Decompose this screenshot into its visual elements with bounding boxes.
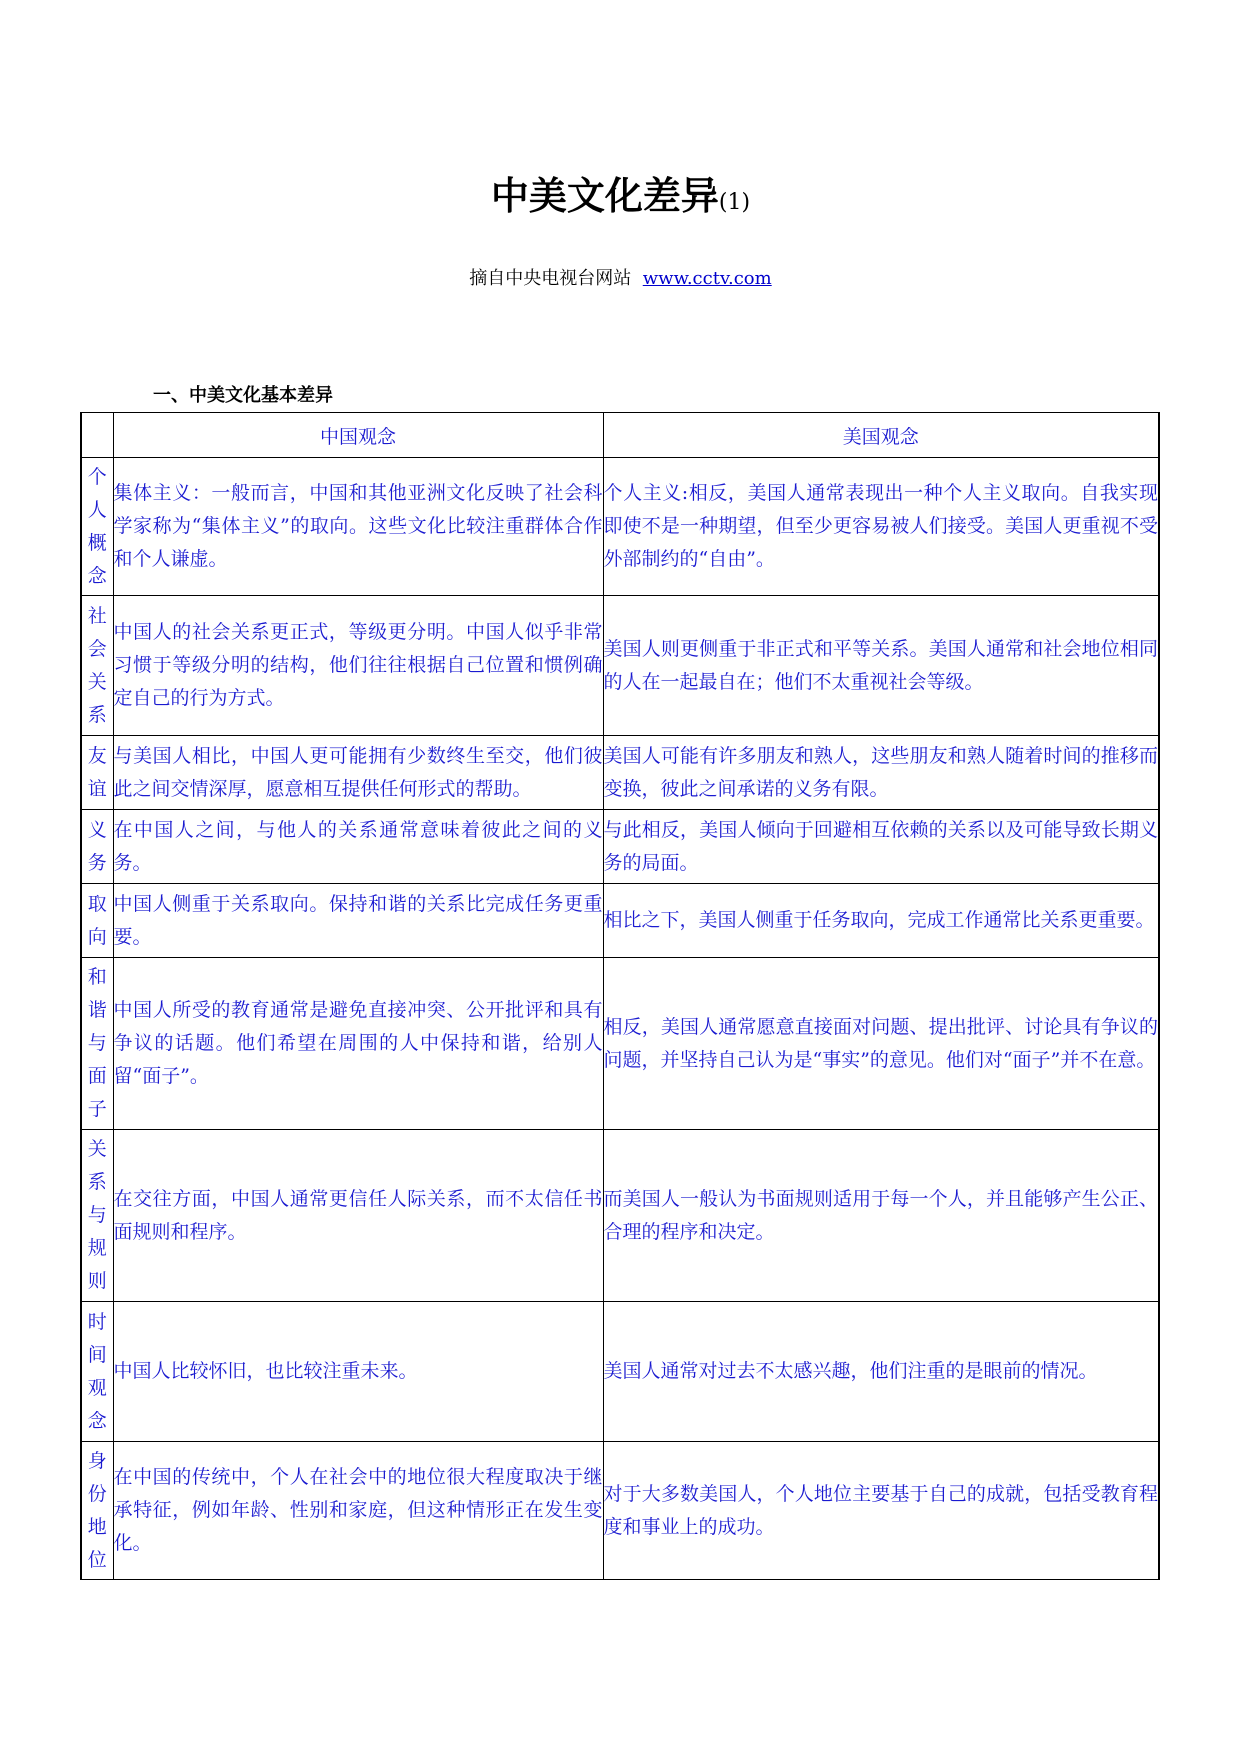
- row-label-char: 系: [87, 1171, 107, 1193]
- row-label: [81, 736, 113, 810]
- china-cell: 在中国人之间，与他人的关系通常意味着彼此之间的义务。: [113, 810, 603, 884]
- row-label-char: 个: [87, 465, 107, 488]
- china-cell: 中国人所受的教育通常是避免直接冲突、公开批评和具有争议的话题。他们希望在周围的人中保持和谐，给别人留“面子”。: [113, 958, 603, 1130]
- section-heading: 一、中美文化基本差异: [153, 385, 333, 406]
- usa-cell: 美国人则更侧重于非正式和平等关系。美国人通常和社会地位相同的人在一起最自在；他们不太重视社会等级。: [603, 596, 1159, 736]
- row-label-char: 友: [87, 744, 107, 767]
- header-usa: 美国观念: [603, 413, 1159, 458]
- row-label-char: 社: [87, 604, 107, 627]
- usa-cell: 美国人通常对过去不太感兴趣，他们注重的是眼前的情况。: [603, 1302, 1159, 1442]
- row-label: [81, 1302, 113, 1442]
- row-label-char: 份: [87, 1482, 107, 1505]
- china-cell: 与美国人相比，中国人更可能拥有少数终生至交，他们彼此之间交情深厚，愿意相互提供任何形式的帮助。: [113, 736, 603, 810]
- row-label: [81, 1442, 113, 1580]
- row-label-char: 则: [87, 1270, 107, 1292]
- usa-cell: 而美国人一般认为书面规则适用于每一个人，并且能够产生公正、合理的程序和决定。: [603, 1130, 1159, 1302]
- table-row: [81, 1302, 1159, 1442]
- row-label: [81, 958, 113, 1130]
- row-label-char: 和: [87, 966, 107, 988]
- usa-cell: 相比之下，美国人侧重于任务取向，完成工作通常比关系更重要。: [603, 884, 1159, 958]
- row-label-char: 观: [87, 1376, 107, 1399]
- row-label-char: 谊: [87, 777, 107, 800]
- row-label-char: 间: [87, 1343, 107, 1366]
- row-label-char: 位: [87, 1548, 107, 1571]
- source-line: [0, 266, 1241, 292]
- row-label-char: 取: [87, 892, 107, 915]
- title-suffix: (1): [718, 190, 751, 215]
- row-label-char: 时: [87, 1310, 107, 1333]
- row-label-char: 关: [87, 670, 107, 693]
- china-cell: 集体主义：一般而言，中国和其他亚洲文化反映了社会科学家称为“集体主义”的取向。这些文化比较注重群体合作和个人谦虚。: [113, 458, 603, 596]
- table-header-row: [81, 413, 1159, 458]
- row-label-char: 规: [87, 1237, 107, 1259]
- row-label-char: 念: [87, 1409, 107, 1432]
- china-cell: 在中国的传统中，个人在社会中的地位很大程度取决于继承特征，例如年龄、性别和家庭，但这种情形正在发生变化。: [113, 1442, 603, 1580]
- header-china: 中国观念: [113, 413, 603, 458]
- row-label-char: 务: [87, 851, 107, 874]
- row-label-char: 系: [87, 703, 107, 726]
- row-label-char: 与: [87, 1032, 107, 1054]
- china-cell: 在交往方面，中国人通常更信任人际关系，而不太信任书面规则和程序。: [113, 1130, 603, 1302]
- china-cell: 中国人侧重于关系取向。保持和谐的关系比完成任务更重要。: [113, 884, 603, 958]
- row-label-char: 子: [87, 1098, 107, 1120]
- source-prefix: 摘自中央电视台网站: [469, 268, 632, 289]
- row-label-char: 向: [87, 925, 107, 948]
- row-label-char: 人: [87, 498, 107, 521]
- china-cell: 中国人的社会关系更正式，等级更分明。中国人似乎非常习惯于等级分明的结构，他们往往根据自己位置和惯例确定自己的行为方式。: [113, 596, 603, 736]
- table-row: [81, 958, 1159, 1130]
- table-row: [81, 736, 1159, 810]
- header-corner-cell: [81, 413, 113, 458]
- row-label: [81, 1130, 113, 1302]
- row-label-char: 与: [87, 1204, 107, 1226]
- table-row: [81, 458, 1159, 596]
- row-label: [81, 884, 113, 958]
- row-label-char: 身: [87, 1449, 107, 1472]
- row-label-char: 谐: [87, 999, 107, 1021]
- table-row: [81, 884, 1159, 958]
- page-title: [0, 172, 1241, 227]
- table-row: [81, 1442, 1159, 1580]
- table-row: [81, 596, 1159, 736]
- row-label: [81, 458, 113, 596]
- row-label-char: 关: [87, 1138, 107, 1160]
- china-cell: 中国人比较怀旧，也比较注重未来。: [113, 1302, 603, 1442]
- row-label-char: 概: [87, 531, 107, 554]
- table-row: [81, 810, 1159, 884]
- row-label-char: 念: [87, 564, 107, 587]
- usa-cell: 与此相反，美国人倾向于回避相互依赖的关系以及可能导致长期义务的局面。: [603, 810, 1159, 884]
- row-label-char: 会: [87, 637, 107, 660]
- comparison-table: [80, 412, 1160, 1580]
- usa-cell: 相反，美国人通常愿意直接面对问题、提出批评、讨论具有争议的问题，并坚持自己认为是“事实”的意见。他们对“面子”并不在意。: [603, 958, 1159, 1130]
- usa-cell: 个人主义:相反，美国人通常表现出一种个人主义取向。自我实现即使不是一种期望，但至少更容易被人们接受。美国人更重视不受外部制约的“自由”。: [603, 458, 1159, 596]
- source-link[interactable]: www.cctv.com: [642, 268, 772, 289]
- table-row: [81, 1130, 1159, 1302]
- row-label: [81, 596, 113, 736]
- row-label-char: 地: [87, 1515, 107, 1538]
- row-label-char: 义: [87, 818, 107, 841]
- row-label: [81, 810, 113, 884]
- usa-cell: 对于大多数美国人，个人地位主要基于自己的成就，包括受教育程度和事业上的成功。: [603, 1442, 1159, 1580]
- row-label-char: 面: [87, 1065, 107, 1087]
- title-text: 中美文化差异: [490, 174, 719, 218]
- usa-cell: 美国人可能有许多朋友和熟人，这些朋友和熟人随着时间的推移而变换，彼此之间承诺的义务有限。: [603, 736, 1159, 810]
